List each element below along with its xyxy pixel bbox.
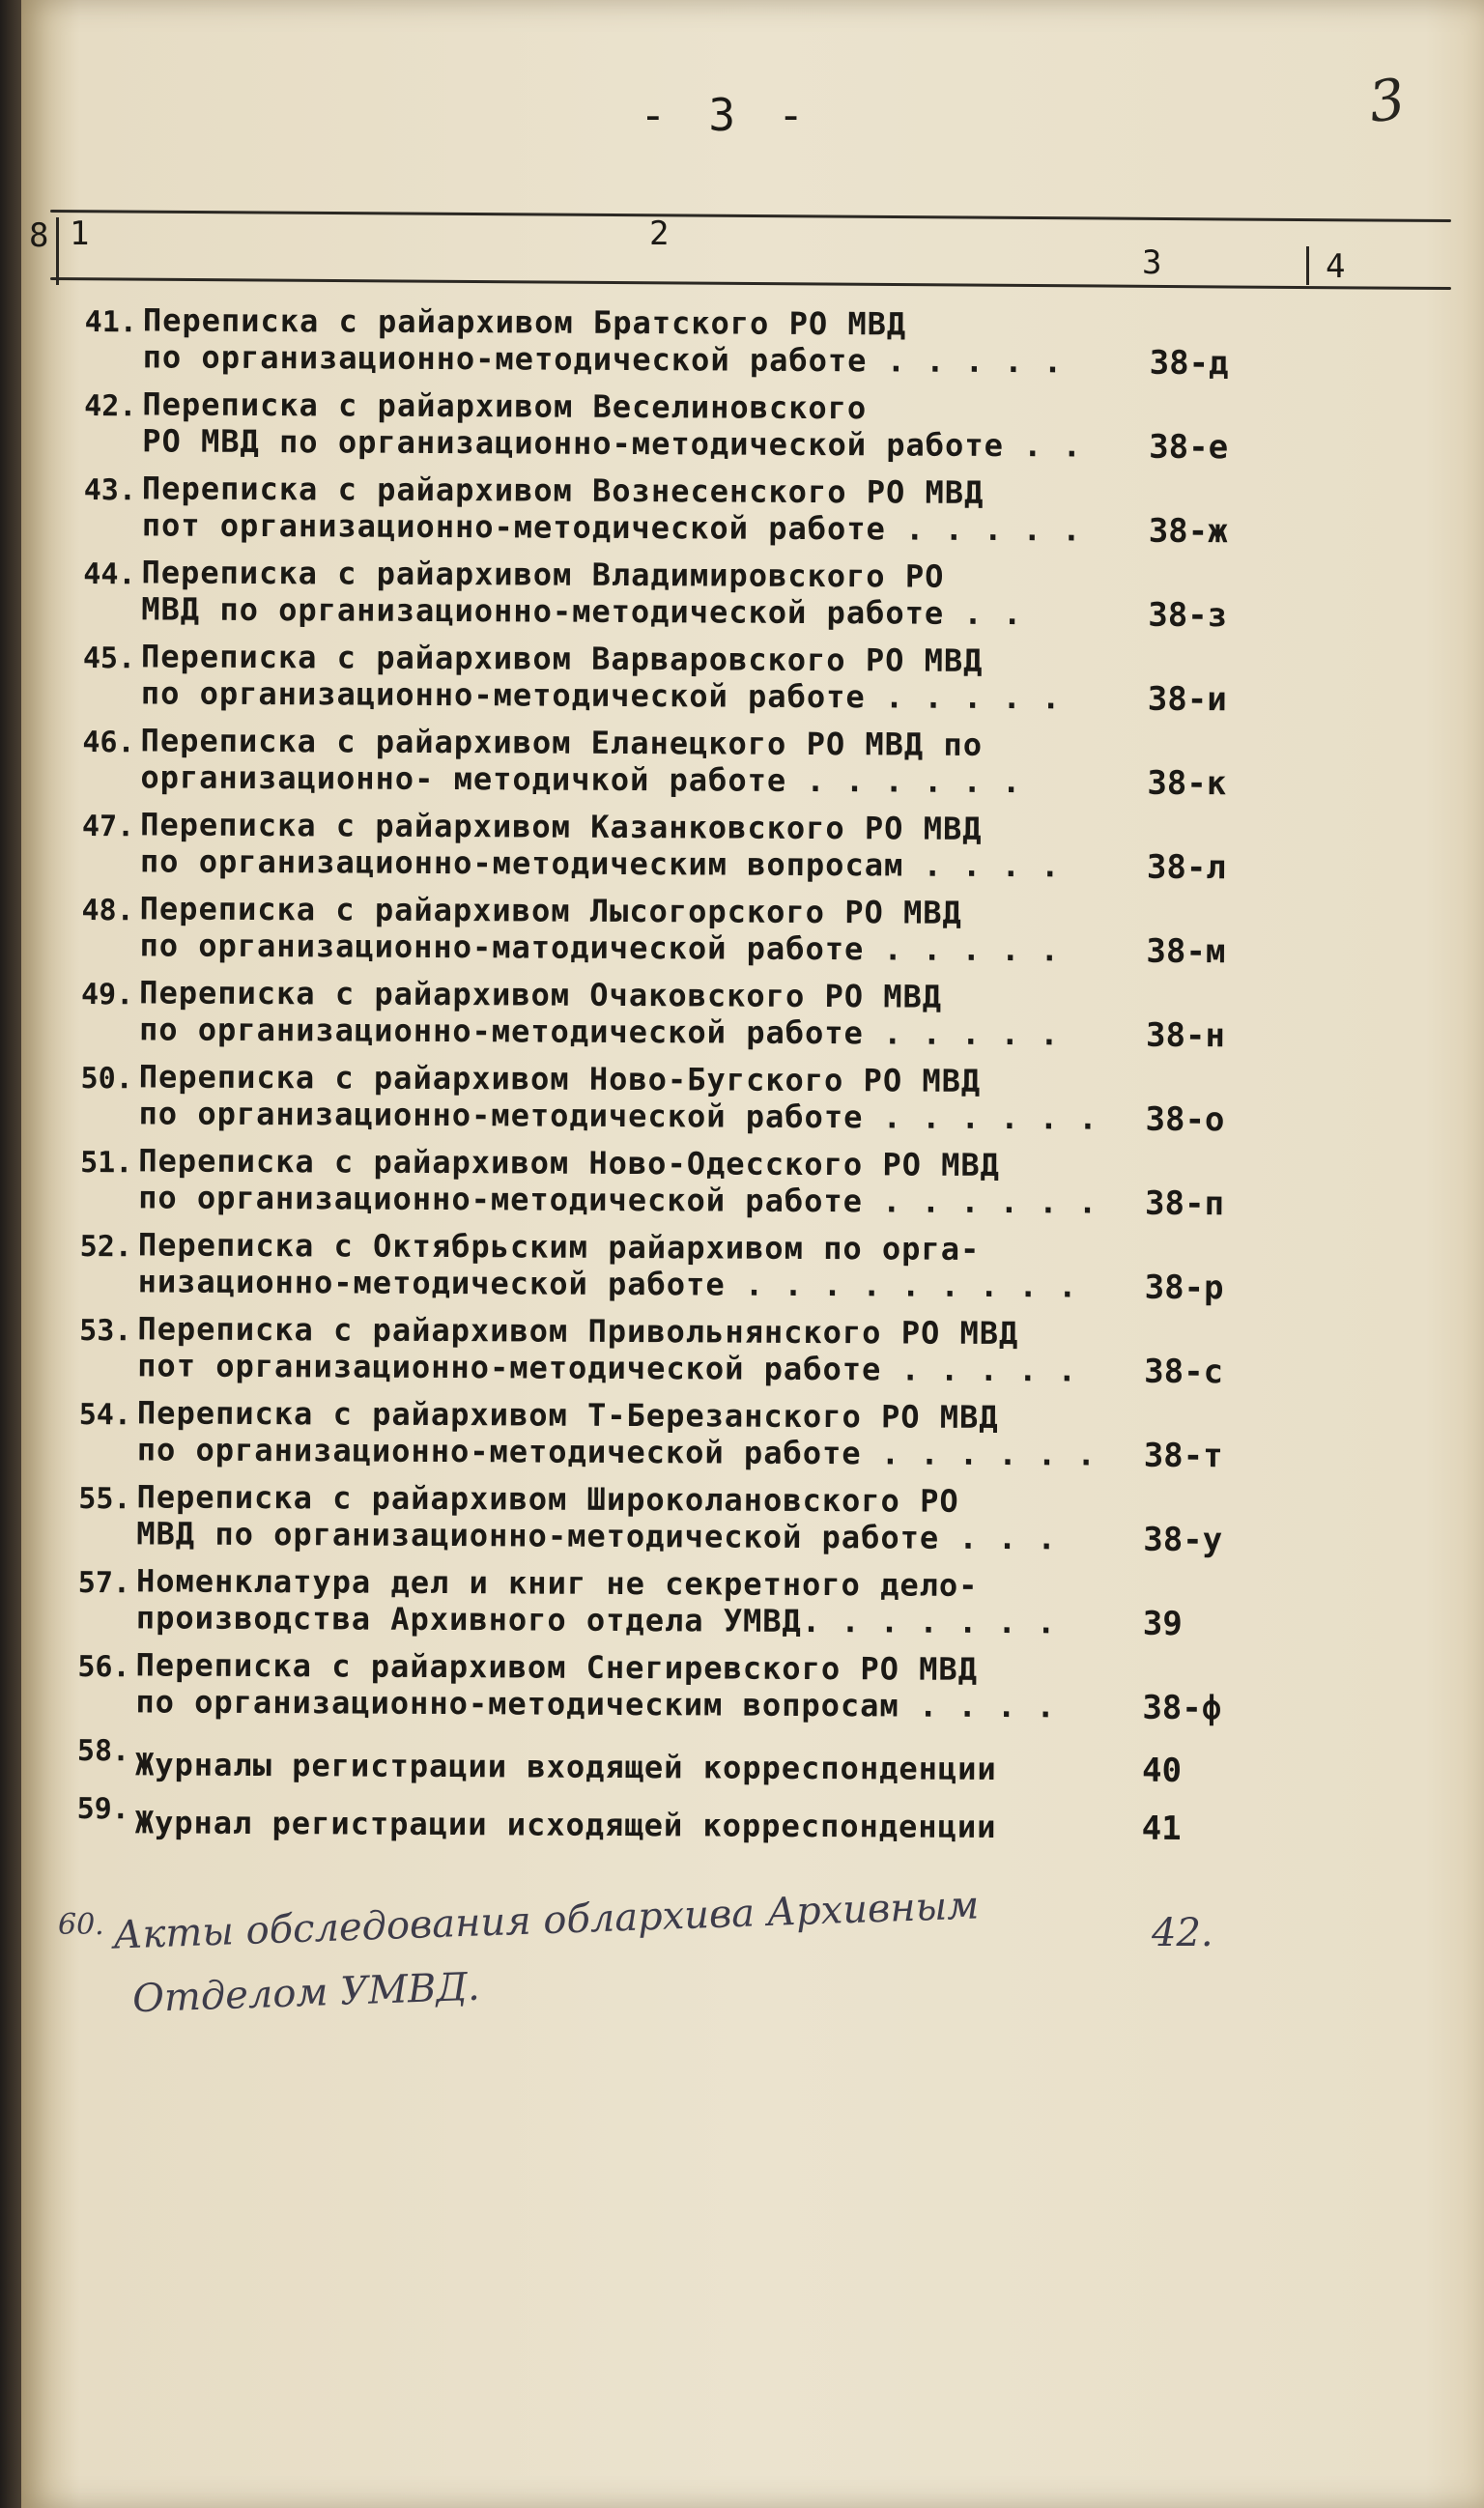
entry-title-line1: Переписка с райархивом Очаковского РО МВД <box>139 974 943 1015</box>
entry-index: 41 <box>1141 1809 1182 1849</box>
entry-index: 38-к <box>1147 763 1227 804</box>
entry-number: 44. <box>83 557 136 592</box>
list-item <box>70 1644 1258 1734</box>
entry-number: 42. <box>84 389 137 424</box>
list-item <box>70 1786 1258 1850</box>
entry-title-line2: по организационно-методическим вопросам . . . . <box>135 1683 1056 1725</box>
entry-title-line2: низационно-методической работе . . . . . . . . . <box>137 1263 1078 1305</box>
entry-title-line1: Журнал регистрации исходящей корреспонденции <box>134 1804 997 1846</box>
entry-index: 38-р <box>1144 1268 1224 1308</box>
entry-number: 50. <box>80 1062 133 1097</box>
column-divider <box>1306 246 1309 285</box>
handwritten-entry-line2: Отделом УМВД. <box>131 1964 481 2022</box>
handwritten-entry-number: 60. <box>58 1908 104 1942</box>
entry-index: 38-п <box>1145 1183 1225 1224</box>
entry-title-line1: Переписка с райархивом Т-Березанского РО МВД <box>136 1394 999 1437</box>
entry-number: 55. <box>78 1482 131 1517</box>
entry-title-line1: Переписка с райархивом Привольнянского РО МВД <box>137 1310 1019 1353</box>
entry-number: 53. <box>79 1314 132 1349</box>
entry-number: 41. <box>84 305 137 340</box>
entry-index: 38-н <box>1145 1015 1226 1056</box>
entry-title-line2: пот организационно-методической работе . . . . . <box>141 506 1082 549</box>
book-binding-edge <box>0 0 21 2508</box>
column-header-4: 4 <box>1326 247 1346 286</box>
entry-title-line2: по организационно-методической работе . . . . . . <box>138 1095 1099 1137</box>
entry-title-line1: Переписка с райархивом Ново-Одесского РО МВД <box>138 1142 1001 1184</box>
column-header-2: 2 <box>649 214 670 253</box>
column-divider <box>56 217 59 285</box>
entry-index: 38-з <box>1148 595 1228 636</box>
list-item <box>75 552 1264 641</box>
entry-number: 46. <box>82 726 135 760</box>
handwritten-entry-index: 42. <box>1152 1911 1213 1955</box>
entry-index: 39 <box>1142 1604 1183 1644</box>
column-header-0: 8 <box>29 216 49 255</box>
table-header-bottom-rule <box>50 277 1451 290</box>
entry-title-line1: Переписка с райархивом Веселиновского <box>142 385 868 427</box>
list-item <box>72 1224 1261 1314</box>
sheet-number-handwritten: 3 <box>1364 65 1410 136</box>
entry-number: 54. <box>78 1398 132 1433</box>
entry-title-line2: по организационно-методической работе . . . . . <box>142 338 1064 381</box>
inventory-entries <box>70 299 1266 1850</box>
entry-title-line1: Переписка с райархивом Братского РО МВД <box>142 301 907 343</box>
entry-index: 38-е <box>1149 427 1229 468</box>
entry-index: 38-и <box>1147 679 1227 720</box>
entry-title-line1: Переписка с райархивом Еланецкого РО МВД по <box>140 722 984 763</box>
list-item <box>70 1728 1258 1792</box>
entry-title-line1: Переписка с райархивом Ново-Бугского РО МВД <box>138 1058 982 1099</box>
entry-index: 38-м <box>1146 931 1226 972</box>
entry-title-line1: Переписка с Октябрьским райархивом по орга- <box>137 1226 981 1268</box>
table-header-top-rule <box>50 210 1451 222</box>
entry-index: 38-т <box>1143 1436 1223 1476</box>
entry-title-line1: Переписка с райархивом Варваровского РО МВД <box>140 638 984 679</box>
list-item <box>71 1560 1259 1650</box>
list-item <box>71 1308 1260 1398</box>
entry-title-line1: Номенклатура дел и книг не секретного дело- <box>135 1562 979 1604</box>
entry-index: 38-о <box>1145 1099 1225 1140</box>
list-item <box>73 972 1262 1062</box>
entry-title-line1: Переписка с райархивом Лысогорского РО МВД <box>139 890 962 931</box>
handwritten-entry-line1: Акты обследования облархива Архивным <box>112 1883 981 1958</box>
list-item <box>75 636 1264 726</box>
entry-number: 47. <box>81 810 135 844</box>
list-item <box>72 1140 1261 1230</box>
list-item <box>76 468 1265 557</box>
entry-number: 56. <box>77 1650 130 1685</box>
document-page <box>21 0 1484 2508</box>
entry-title-line2: организационно- методичкой работе . . . . . . <box>140 758 1022 801</box>
entry-title-line2: по организационно-методической работе . . . . . <box>140 674 1062 717</box>
entry-index: 40 <box>1141 1751 1183 1791</box>
list-item <box>72 1056 1261 1146</box>
entry-index: 38-ф <box>1142 1688 1222 1728</box>
entry-title-line2: производства Архивного отдела УМВД. . . . . . . <box>135 1599 1057 1641</box>
entry-title-line2: по организационно-методическим вопросам . . . . <box>139 842 1061 885</box>
entry-number: 49. <box>80 978 134 1012</box>
list-item <box>74 804 1263 894</box>
entry-title-line1: Переписка с райархивом Широколановского РО <box>136 1478 959 1520</box>
entry-title-line1: Переписка с райархивом Вознесенского РО МВД <box>141 470 985 511</box>
list-item <box>71 1476 1259 1566</box>
list-item <box>77 299 1266 389</box>
list-item <box>74 720 1263 810</box>
entry-index: 38-ж <box>1148 511 1228 552</box>
entry-number: 43. <box>83 473 137 508</box>
entry-index: 38-с <box>1144 1352 1224 1392</box>
entry-title-line2: РО МВД по организационно-методической работе . . <box>142 422 1083 465</box>
entry-index: 38-л <box>1146 847 1226 888</box>
entry-title-line2: по организационно-методической работе . . . . . . <box>138 1179 1099 1221</box>
entry-number: 58. <box>76 1734 130 1769</box>
column-header-1: 1 <box>70 214 90 253</box>
entry-number: 48. <box>81 894 134 928</box>
entry-number: 51. <box>80 1146 133 1181</box>
list-item <box>73 888 1262 978</box>
entry-title-line1: Переписка с райархивом Снегиревского РО МВД <box>135 1646 979 1688</box>
page-number: - 3 - <box>640 89 813 141</box>
entry-index: 38-д <box>1149 343 1229 384</box>
entry-title-line2: по организационно-матодической работе . . . . . <box>139 926 1061 969</box>
entry-title-line2: МВД по организационно-методической работе . . <box>141 590 1023 633</box>
entry-index: 38-у <box>1143 1520 1223 1560</box>
entry-number: 59. <box>76 1792 129 1827</box>
list-item <box>76 384 1265 473</box>
entry-number: 57. <box>77 1566 131 1601</box>
entry-title-line2: по организационно-методической работе . . . . . <box>138 1011 1060 1053</box>
entry-number: 45. <box>82 641 136 676</box>
entry-title-line1: Переписка с райархивом Казанковского РО МВД <box>140 806 983 847</box>
entry-title-line2: МВД по организационно-методической работе . . . <box>136 1515 1057 1557</box>
entry-title-line2: пот организационно-методической работе . . . . . <box>137 1347 1078 1389</box>
column-header-3: 3 <box>1142 243 1162 282</box>
entry-title-line1: Журналы регистрации входящей корреспонденции <box>134 1746 997 1788</box>
entry-title-line1: Переписка с райархивом Владимировского РО <box>141 554 945 595</box>
entry-number: 52. <box>79 1230 132 1265</box>
entry-title-line2: по организационно-методической работе . . . . . . <box>136 1431 1097 1473</box>
list-item <box>71 1392 1260 1482</box>
